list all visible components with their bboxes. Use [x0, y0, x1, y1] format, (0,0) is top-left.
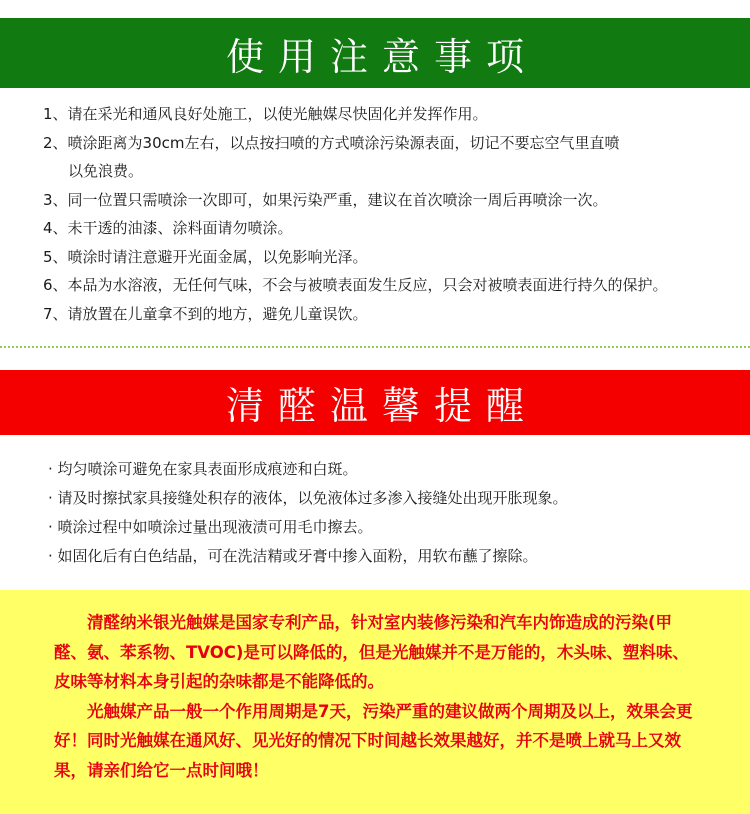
promo-box — [0, 590, 750, 814]
usage-item-2 — [43, 129, 733, 186]
usage-item-4: 4、未干透的油漆、涂料面请勿喷涂。 — [43, 219, 293, 237]
tips-item-3: · 喷涂过程中如喷涂过量出现液渍可用毛巾擦去。 — [48, 518, 373, 536]
usage-item-2-line-2: 以免浪费。 — [68, 162, 144, 180]
tips-list — [48, 455, 738, 571]
usage-list — [43, 100, 733, 328]
tips-item-1: · 均匀喷涂可避免在家具表面形成痕迹和白斑。 — [48, 460, 358, 478]
usage-title: 使用注意事项 — [225, 34, 538, 79]
tips-banner — [0, 370, 750, 435]
usage-item-2-line-1: 2、喷涂距离为30cm左右，以点按扫喷的方式喷涂污染源表面，切记不要忘空气里直喷 — [43, 133, 620, 152]
usage-item-3: 3、同一位置只需喷涂一次即可，如果污染严重，建议在首次喷涂一周后再喷涂一次。 — [43, 190, 608, 209]
usage-item-7: 7、请放置在儿童拿不到的地方，避免儿童误饮。 — [43, 304, 368, 323]
usage-item-6: 6、本品为水溶液，无任何气味，不会与被喷表面发生反应，只会对被喷表面进行持久的保护。 — [43, 276, 668, 294]
tips-item-4: · 如固化后有白色结晶，可在洗洁精或牙膏中掺入面粉，用软布蘸了擦除。 — [48, 547, 538, 565]
usage-item-1: 1、请在采光和通风良好处施工，以使光触媒尽快固化并发挥作用。 — [43, 105, 488, 123]
usage-item-5: 5、喷涂时请注意避开光面金属，以免影响光泽。 — [43, 247, 368, 266]
promo-text — [54, 608, 704, 785]
dotted-divider — [0, 346, 750, 348]
usage-banner — [0, 18, 750, 88]
tips-item-2: · 请及时擦拭家具接缝处积存的液体，以免液体过多渗入接缝处出现开胀现象。 — [48, 489, 568, 507]
promo-paragraph-2: 光触媒产品一般一个作用周期是7天，污染严重的建议做两个周期及以上，效果会更好！同时光触媒在通风好、见光好的情况下时间越长效果越好，并不是喷上就马上又效果，请亲们给它一点时间哦！ — [54, 701, 693, 780]
tips-title: 清醛温馨提醒 — [225, 384, 538, 428]
promo-paragraph-1: 清醛纳米银光触媒是国家专利产品，针对室内装修污染和汽车内饰造成的污染(甲醛、氨、苯系物、TVOC)是可以降低的，但是光触媒并不是万能的，木头味、塑料味、皮味等材料本身引起的杂味都是不能降低的。 — [54, 613, 689, 691]
